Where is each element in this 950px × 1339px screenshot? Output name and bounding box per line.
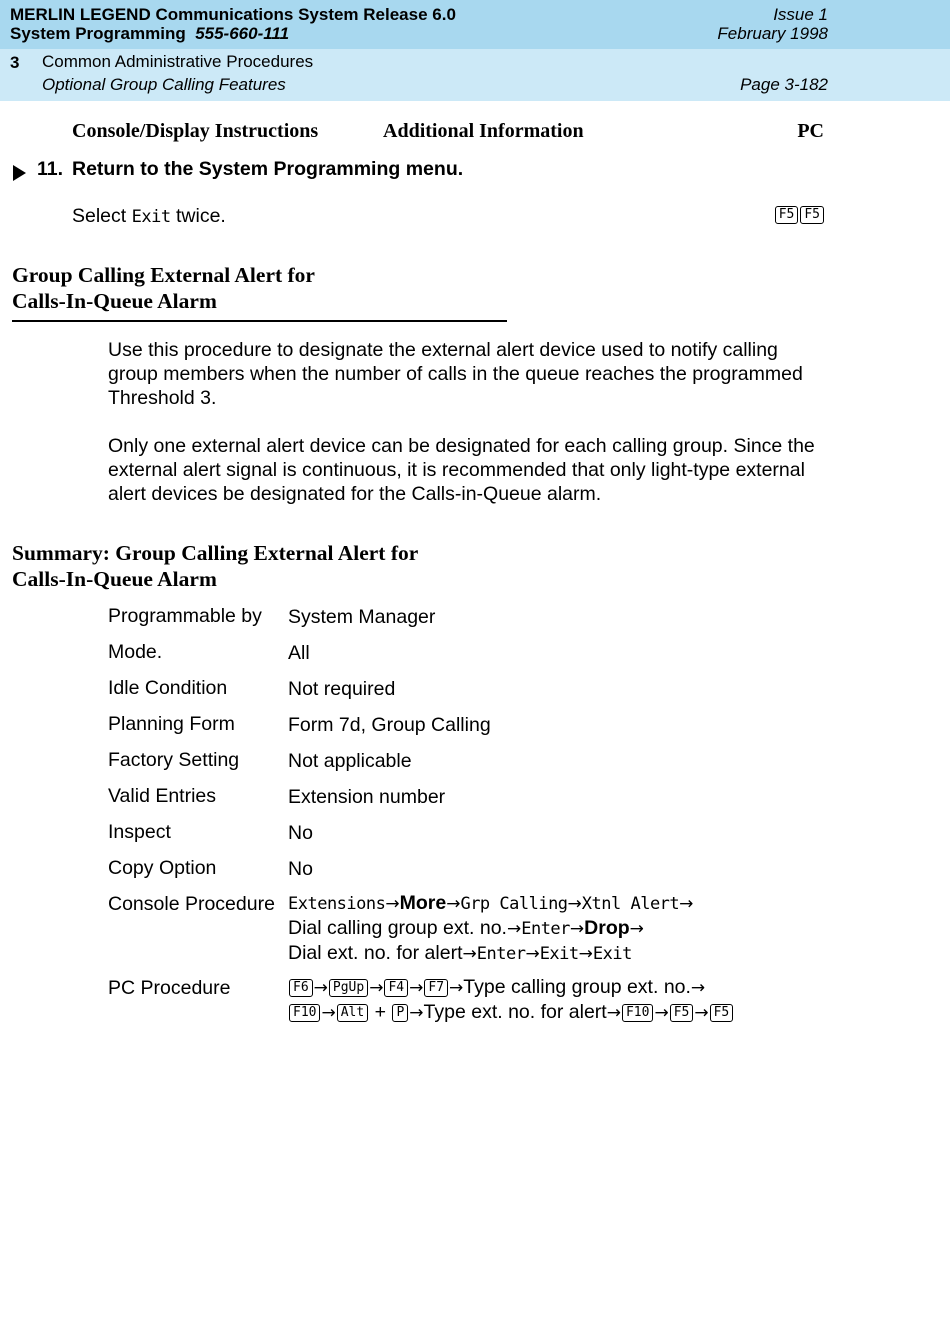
pc-line-1: [288, 975, 734, 1000]
arrow-icon: →: [567, 894, 582, 914]
chapter-title: Common Administrative Procedures: [42, 52, 314, 71]
type-group-text: Type calling group ext. no.: [463, 976, 691, 998]
summary-label: Factory Setting: [108, 749, 240, 771]
summary-value: Not required: [288, 678, 396, 700]
arrow-icon: →: [679, 894, 694, 914]
console-procedure: [288, 891, 693, 966]
select-suffix: twice.: [176, 205, 226, 227]
page-number: Page 3-182: [740, 75, 828, 94]
summary-heading: [12, 540, 418, 592]
arrow-icon: →: [690, 978, 706, 998]
exit-code: Exit: [131, 207, 171, 227]
pgup-key: PgUp: [329, 979, 368, 997]
arrow-icon: →: [313, 978, 328, 998]
arrow-icon: →: [629, 919, 644, 939]
pc-procedure-label: PC Procedure: [108, 977, 231, 999]
header-doc-number: 555-660-111: [195, 24, 290, 43]
summary-heading-line1: Summary: Group Calling External Alert for: [12, 541, 419, 565]
arrow-icon: →: [506, 919, 522, 939]
arrow-icon: →: [525, 944, 540, 964]
summary-value: System Manager: [288, 606, 436, 628]
f6-key: F6: [289, 979, 313, 997]
summary-label: Inspect: [108, 821, 171, 843]
summary-heading-line2: Calls-In-Queue Alarm: [12, 567, 217, 591]
arrow-icon: →: [654, 1003, 669, 1023]
section-heading-line1: Group Calling External Alert for: [12, 263, 315, 287]
f5-key: F5: [670, 1004, 694, 1022]
arrow-icon: →: [606, 1003, 621, 1023]
section-heading-line2: Calls-In-Queue Alarm: [12, 289, 217, 313]
summary-value: All: [288, 642, 310, 664]
f10-key: F10: [289, 1004, 320, 1022]
header-subtitle: [10, 24, 289, 44]
section-paragraph-2: Only one external alert device can be designated for each calling group. Since the external alert signal is continuous, it is recommended that only light-type external alert devices be designated for the Calls-in-Queue alarm.: [108, 435, 815, 505]
f5-key: F5: [710, 1004, 734, 1022]
plus-sign: +: [374, 1001, 387, 1023]
header-sub-band: [0, 49, 950, 101]
exit-code: Exit: [539, 944, 579, 964]
arrow-icon: →: [569, 919, 585, 939]
section-rule: [12, 320, 507, 322]
header-top-band: [0, 0, 950, 49]
f5-key: F5: [800, 206, 824, 224]
console-line-1: [288, 891, 693, 916]
alt-key: Alt: [337, 1004, 368, 1022]
console-procedure-label: Console Procedure: [108, 893, 275, 915]
drop-code: Drop: [584, 917, 630, 939]
arrow-icon: →: [321, 1003, 336, 1023]
arrow-icon: →: [578, 944, 593, 964]
summary-label: Programmable by: [108, 605, 262, 627]
f7-key: F7: [424, 979, 448, 997]
arrow-icon: →: [694, 1003, 709, 1023]
enter-code: Enter: [521, 919, 570, 939]
grp-calling-code: Grp Calling: [460, 894, 568, 914]
header-subtitle-text: System Programming: [10, 24, 186, 43]
column-pc-heading: PC: [797, 120, 824, 142]
arrow-icon: →: [462, 944, 477, 964]
summary-label: Idle Condition: [108, 677, 228, 699]
summary-value: Extension number: [288, 786, 446, 808]
pc-procedure: [288, 975, 734, 1025]
column-additional-heading: Additional Information: [383, 120, 584, 142]
section-heading: [12, 262, 315, 314]
step-arrow-icon: [13, 165, 26, 181]
step-instruction: [72, 205, 226, 228]
arrow-icon: →: [409, 978, 424, 998]
arrow-icon: →: [409, 1003, 424, 1023]
p-key: P: [392, 1004, 408, 1022]
section-title: Optional Group Calling Features: [42, 75, 286, 94]
summary-label: Valid Entries: [108, 785, 217, 807]
dial-alert-text: Dial ext. no. for alert: [288, 942, 463, 964]
section-paragraph-1: Use this procedure to designate the external alert device used to notify calling group members when the number of calls in the queue reaches the programmed Threshold 3.: [108, 339, 803, 409]
chapter-number: 3: [10, 53, 20, 72]
console-line-3: [288, 941, 693, 966]
arrow-icon: →: [446, 894, 461, 914]
enter-code: Enter: [476, 944, 526, 964]
xtnl-alert-code: Xtnl Alert: [581, 894, 680, 914]
extensions-code: Extensions: [288, 894, 386, 914]
summary-value: No: [288, 858, 313, 880]
console-line-2: [288, 916, 693, 941]
f4-key: F4: [384, 979, 408, 997]
header-date: February 1998: [717, 24, 828, 43]
step-pc-keys: [774, 206, 825, 225]
summary-value: No: [288, 822, 313, 844]
step-text: Return to the System Programming menu.: [72, 158, 464, 180]
arrow-icon: →: [449, 978, 464, 998]
pc-line-2: [288, 1000, 734, 1025]
summary-label: Planning Form: [108, 713, 235, 735]
summary-label: Mode.: [108, 641, 163, 663]
page-header: [0, 0, 950, 101]
f5-key: F5: [775, 206, 799, 224]
column-console-heading: Console/Display Instructions: [72, 120, 319, 142]
summary-value: Not applicable: [288, 750, 412, 772]
more-code: More: [399, 892, 447, 914]
header-issue: Issue 1: [773, 5, 828, 24]
step-number: 11.: [37, 158, 64, 180]
summary-label: Copy Option: [108, 857, 217, 879]
exit-code: Exit: [592, 944, 632, 964]
arrow-icon: →: [369, 978, 384, 998]
f10-key: F10: [622, 1004, 653, 1022]
type-alert-text: Type ext. no. for alert: [423, 1001, 607, 1023]
summary-value: Form 7d, Group Calling: [288, 714, 491, 736]
dial-group-text: Dial calling group ext. no.: [288, 917, 507, 939]
header-title: MERLIN LEGEND Communications System Release 6.0: [10, 5, 456, 24]
select-word: Select: [72, 205, 127, 227]
arrow-icon: →: [385, 894, 400, 914]
